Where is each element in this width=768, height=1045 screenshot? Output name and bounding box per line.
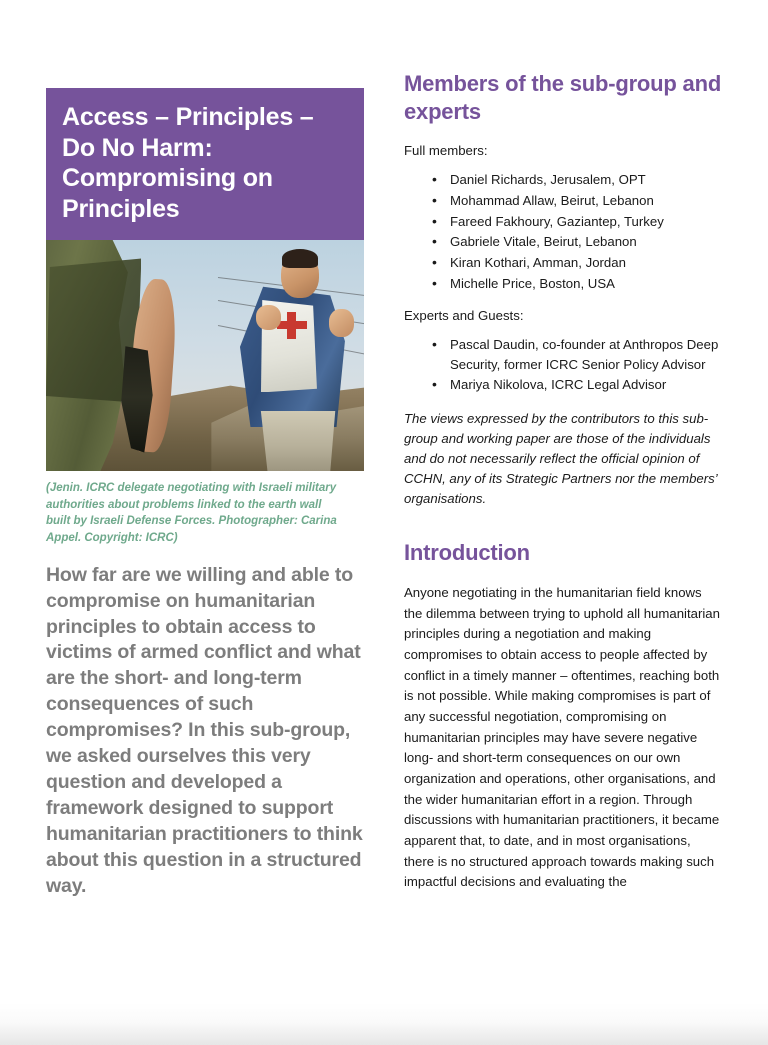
members-heading: Members of the sub-group and experts (404, 71, 722, 124)
full-members-list (404, 170, 722, 294)
page-edge-shadow (0, 1003, 768, 1045)
left-column (46, 88, 364, 900)
document-title: Access – Principles – Do No Harm: Compromising on Principles (62, 103, 314, 223)
title-banner (46, 88, 364, 240)
photo-delegate-hand (256, 305, 281, 330)
list-item: • Michelle Price, Boston, USA (450, 274, 722, 294)
introduction-heading: Introduction (404, 540, 530, 566)
list-item: • Daniel Richards, Jerusalem, OPT (450, 170, 722, 190)
full-members-label: Full members: (404, 143, 488, 158)
cover-photograph (46, 240, 364, 471)
experts-label: Experts and Guests: (404, 307, 524, 323)
introduction-body: Anyone negotiating in the humanitarian field knows the dilemma between trying to uphold all humanitarian principles during a negotiation and making compromises to obtain access to people affected by conflict in a timely manner – oftentimes, reaching both is not possible. While making compromises is part of any successful negotiation, compromising on humanitarian principles may have severe negative long- and short-term consequences on our own organization and operations, other organisations, and the wider humanitarian effort in a region. Through discussions with humanitarian practitioners, it became apparent that, to date, and in most organisations, there is no structured approach towards making such impactful decisions and evaluating the (404, 584, 720, 890)
disclaimer-text: The views expressed by the contributors to this sub-group and working paper are those of the individuals and do not necessarily reflect the official opinion of CCHN, any of its Strategic Partners nor the members’ organisations. (404, 411, 717, 507)
lead-paragraph: How far are we willing and able to compromise on humanitarian principles to obtain access to victims of armed conflict and what are the short- and long-term consequences of such compromises? In this sub-group, we asked ourselves this very question and developed a framework designed to support humanitarian practitioners to think about this question in a structured way. (46, 563, 363, 897)
photo-delegate-hand (329, 309, 354, 337)
photo-caption: (Jenin. ICRC delegate negotiating with Israeli military authorities about problems linked to the earth wall built by Israeli Defense Forces. Photographer: Carina Appel. Copyright: ICRC) (46, 482, 337, 545)
list-item: • Gabriele Vitale, Beirut, Lebanon (450, 232, 722, 252)
experts-list (404, 335, 722, 395)
photo-delegate-trousers (256, 411, 339, 471)
list-item: • Mohammad Allaw, Beirut, Lebanon (450, 191, 722, 211)
list-item: • Mariya Nikolova, ICRC Legal Advisor (450, 375, 722, 395)
photo-delegate-hair (282, 249, 319, 267)
list-item: • Kiran Kothari, Amman, Jordan (450, 253, 722, 273)
right-column (404, 70, 722, 893)
photo-red-cross-emblem (277, 321, 307, 329)
list-item: • Fareed Fakhoury, Gaziantep, Turkey (450, 212, 722, 232)
list-item: • Pascal Daudin, co-founder at Anthropos Deep Security, former ICRC Senior Policy Advisor (450, 335, 722, 375)
